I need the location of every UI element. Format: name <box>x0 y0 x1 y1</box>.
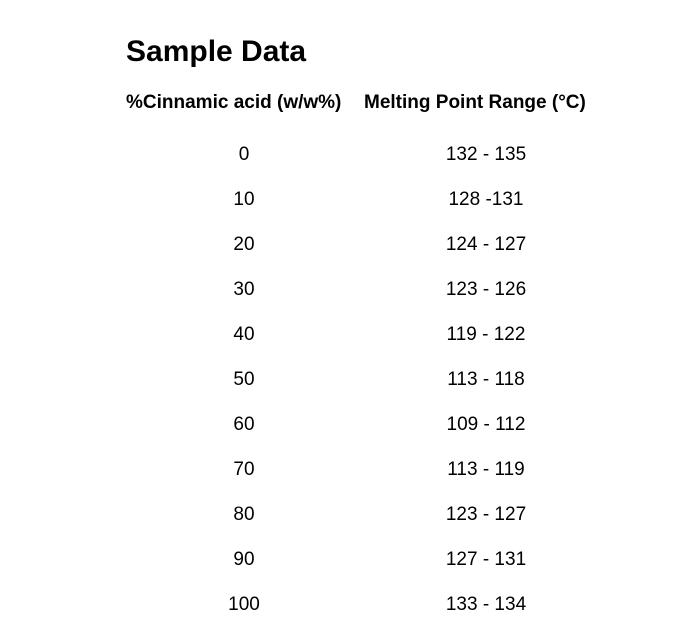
table-row <box>126 222 610 267</box>
table-row <box>126 132 610 177</box>
cinnamic-acid-percent: 60 <box>233 413 255 435</box>
cinnamic-acid-percent: 30 <box>233 278 255 300</box>
header-cinnamic-acid: %Cinnamic acid (w/w%) <box>126 92 342 113</box>
table-body <box>126 132 610 627</box>
table-row <box>126 402 610 447</box>
cinnamic-acid-percent: 100 <box>228 593 260 615</box>
melting-point-range: 124 - 127 <box>445 233 527 255</box>
cinnamic-acid-percent: 50 <box>233 368 255 390</box>
cinnamic-acid-percent: 20 <box>233 233 255 255</box>
melting-point-range: 109 - 112 <box>446 413 526 435</box>
table-row <box>126 267 610 312</box>
melting-point-range: 123 - 127 <box>445 503 527 525</box>
melting-point-range: 123 - 126 <box>445 278 527 300</box>
melting-point-range: 128 -131 <box>448 188 524 210</box>
melting-point-range: 113 - 118 <box>447 368 525 390</box>
cinnamic-acid-percent: 80 <box>233 503 255 525</box>
cinnamic-acid-percent: 10 <box>233 188 255 210</box>
table-row <box>126 177 610 222</box>
header-melting-point-range: Melting Point Range (°C) <box>364 92 586 113</box>
table-row <box>126 537 610 582</box>
table-row <box>126 447 610 492</box>
melting-point-range: 127 - 131 <box>445 548 527 570</box>
table-row <box>126 357 610 402</box>
table-row <box>126 312 610 357</box>
melting-point-range: 119 - 122 <box>446 323 526 345</box>
cinnamic-acid-percent: 40 <box>233 323 255 345</box>
table-row <box>126 582 610 627</box>
page-title: Sample Data <box>126 35 307 68</box>
table-row <box>126 492 610 537</box>
melting-point-range: 113 - 119 <box>447 458 525 480</box>
melting-point-range: 133 - 134 <box>445 593 527 615</box>
melting-point-range: 132 - 135 <box>445 143 527 165</box>
cinnamic-acid-percent: 0 <box>238 143 250 165</box>
cinnamic-acid-percent: 90 <box>233 548 255 570</box>
data-table <box>126 86 610 615</box>
cinnamic-acid-percent: 70 <box>233 458 255 480</box>
table-header-row <box>126 86 610 120</box>
